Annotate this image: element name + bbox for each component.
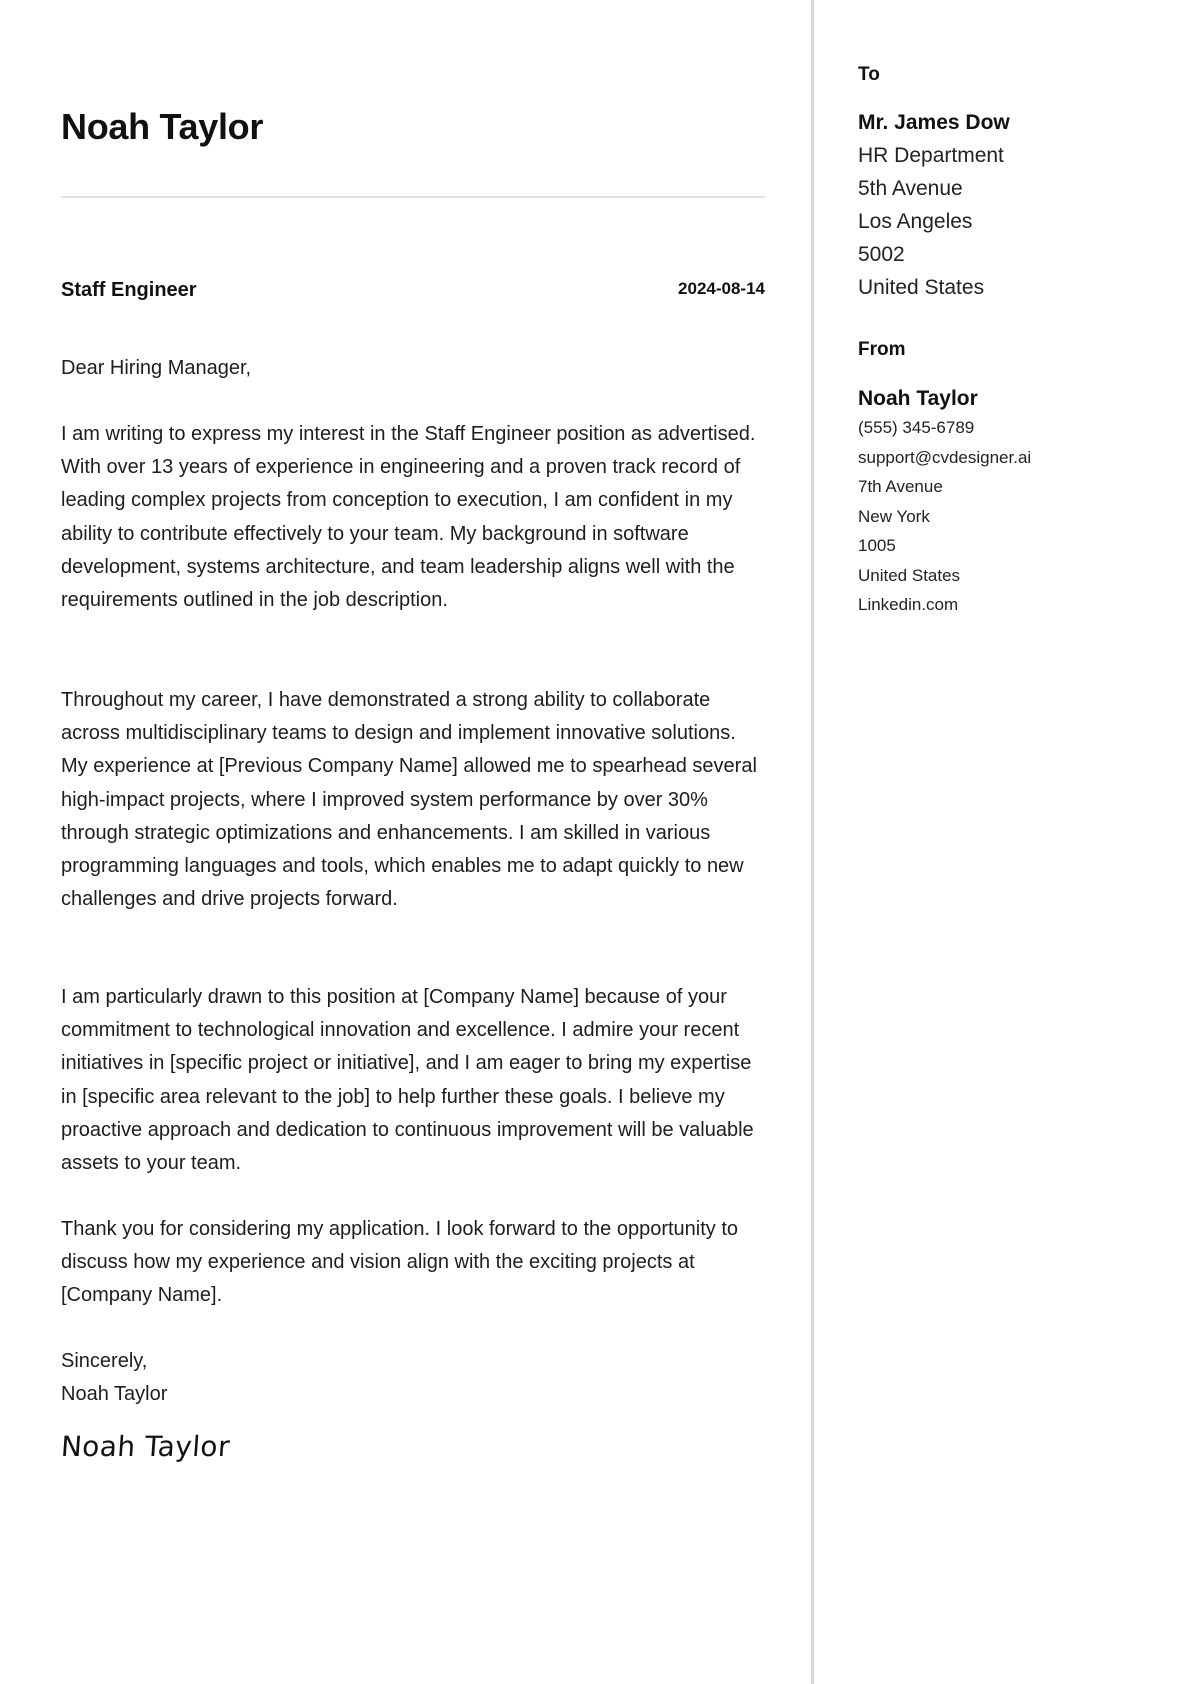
sender-zip: 1005 [858, 536, 896, 555]
recipient-country: United States [858, 276, 985, 299]
body-paragraph-2: Throughout my career, I have demonstrated a strong ability to collaborate across multidisciplinary teams to design and implement innovative solutions. My experience at [Previous Company Name] allowed me to spearhead several high-impact projects, where I improved system performance by over 30% through strategic optimizations and enhancements. I am skilled in various programming languages and tools, which enables me to adapt quickly to new challenges and drive projects forward. [61, 689, 757, 911]
recipient-address [858, 106, 1010, 304]
recipient-city: Los Angeles [858, 210, 973, 233]
greeting: Dear Hiring Manager, [61, 357, 252, 379]
body-paragraph-4: Thank you for considering my application. I look forward to the opportunity to discuss how my experience and vision align with the exciting projects at [Company Name]. [61, 1218, 739, 1307]
closing-salutation: Sincerely, [61, 1350, 148, 1372]
letter-date: 2024-08-14 [678, 279, 765, 298]
sender-label: From [858, 339, 906, 360]
closing-name: Noah Taylor [61, 1383, 168, 1406]
column-divider [811, 0, 814, 1684]
sender-country: United States [858, 565, 961, 585]
recipient-name: Mr. James Dow [858, 111, 1010, 134]
header-divider [61, 196, 765, 198]
recipient-zip: 5002 [858, 243, 905, 266]
job-title: Staff Engineer [61, 279, 197, 301]
recipient-department: HR Department [858, 144, 1004, 167]
sender-email: support@cvdesigner.ai [858, 447, 1032, 467]
applicant-name: Noah Taylor [61, 106, 264, 147]
closing-block [61, 1345, 765, 1411]
sender-name: Noah Taylor [858, 387, 978, 410]
body-paragraph-3: I am particularly drawn to this position at [Company Name] because of your commitment to technological innovation and excellence. I admire your recent initiatives in [specific project or initiative], and I am eager to bring my expertise in [specific area relevant to the job] to help further these goals. I believe my proactive approach and dedication to continuous improvement will be valuable assets to your team. [61, 986, 754, 1175]
sender-phone: (555) 345-6789 [858, 418, 975, 437]
sender-city: New York [858, 506, 930, 526]
body-paragraph-1: I am writing to express my interest in the Staff Engineer position as advertised. With over 13 years of experience in engineering and a proven track record of leading complex projects from conception to execution, I am confident in my ability to contribute effectively to your team. My background in software development, systems architecture, and team leadership aligns well with the requirements outlined in the job description. [61, 423, 756, 612]
recipient-street: 5th Avenue [858, 177, 963, 200]
sender-street: 7th Avenue [858, 477, 943, 496]
signature: Noah Taylor [59, 1430, 232, 1463]
recipient-label: To [858, 64, 880, 85]
sender-contact [858, 382, 1031, 620]
sender-website: Linkedin.com [858, 595, 959, 614]
